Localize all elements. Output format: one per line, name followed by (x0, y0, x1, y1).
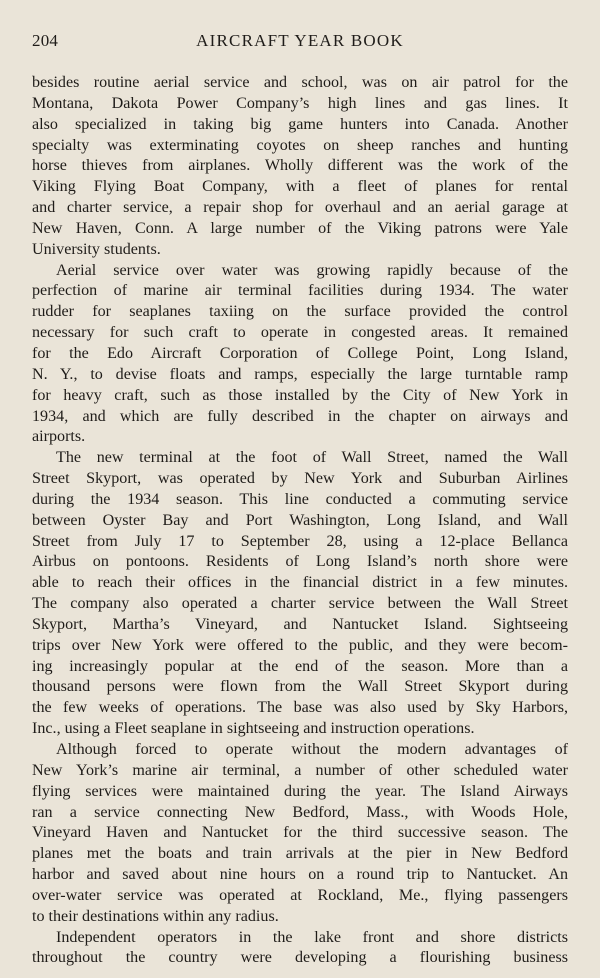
text-line: Street Skyport, was operated by New York and Suburban Airlines (32, 470, 568, 488)
text-line: The company also operated a charter service between the Wall Street (32, 595, 568, 613)
text-line: necessary for such craft to operate in congested areas. It remained (32, 324, 568, 342)
text-line: for the Edo Aircraft Corporation of College Point, Long Island, (32, 344, 568, 362)
text-line: Montana, Dakota Power Company’s high lines and gas lines. It (32, 94, 568, 112)
text-line: Airbus on pontoons. Residents of Long Island’s north shore were (32, 553, 568, 571)
text-line: Aerial service over water was growing rapidly because of the (56, 261, 568, 279)
text-line: Street from July 17 to September 28, using a 12-place Bellanca (32, 532, 568, 550)
body-text (32, 73, 568, 969)
text-line: and charter service, a repair shop for overhaul and an aerial garage at (32, 199, 568, 217)
text-line: Although forced to operate without the modern advantages of (56, 741, 568, 758)
page-header (32, 29, 568, 53)
text-line: throughout the country were developing a flourishing business (32, 949, 568, 967)
text-line: able to reach their offices in the financial district in a few minutes. (32, 574, 568, 592)
text-line: Viking Flying Boat Company, with a fleet of planes for rental (32, 178, 568, 196)
text-line: Skyport, Martha’s Vineyard, and Nantucket Island. Sightseeing (32, 615, 568, 633)
text-line: rudder for seaplanes taxiing on the surface provided the control (32, 303, 568, 321)
text-line: horse thieves from airplanes. Wholly different was the work of the (32, 157, 568, 175)
text-line: over-water service was operated at Rockland, Me., flying passengers (32, 886, 568, 904)
text-line: New Haven, Conn. A large number of the Viking patrons were Yale (32, 219, 568, 237)
text-line: the few weeks of operations. The base was also used by Sky Harbors, (32, 699, 568, 717)
text-line: besides routine aerial service and school, was on air patrol for the (32, 74, 568, 91)
text-line: ing increasingly popular at the end of the season. More than a (32, 657, 568, 675)
text-line: The new terminal at the foot of Wall Street, named the Wall (56, 449, 568, 467)
text-line: University students. (32, 240, 161, 258)
text-line: New York’s marine air terminal, a number of other scheduled water (32, 761, 568, 779)
text-line: also specialized in taking big game hunters into Canada. Another (32, 115, 568, 133)
text-line: Inc., using a Fleet seaplane in sightseeing and instruction operations. (32, 720, 475, 738)
text-line: specialty was exterminating coyotes on sheep ranches and hunting (32, 136, 568, 154)
text-line: planes met the boats and train arrivals at the pier in New Bedford (32, 845, 568, 863)
text-line: Independent operators in the lake front and shore districts (56, 928, 568, 946)
text-line: between Oyster Bay and Port Washington, Long Island, and Wall (32, 511, 568, 529)
text-line: harbor and saved about nine hours on a round trip to Nantucket. An (32, 866, 568, 884)
text-line: airports. (32, 428, 86, 446)
text-line: thousand persons were flown from the Wall Street Skyport during (32, 678, 568, 696)
page-number: 204 (32, 31, 59, 50)
text-line: N. Y., to devise floats and ramps, especially the large turntable ramp (32, 365, 568, 383)
text-line: perfection of marine air terminal facilities during 1934. The water (32, 282, 568, 300)
text-line: trips over New York were offered to the public, and they were becom- (32, 636, 568, 654)
running-head: AIRCRAFT YEAR BOOK (196, 31, 404, 50)
text-line: 1934, and which are fully described in the chapter on airways and (32, 407, 568, 425)
text-line: during the 1934 season. This line conducted a commuting service (32, 490, 568, 508)
text-line: for heavy craft, such as those installed by the City of New York in (32, 386, 568, 404)
text-line: to their destinations within any radius. (32, 907, 279, 925)
text-line: ran a service connecting New Bedford, Mass., with Woods Hole, (32, 803, 568, 821)
text-line: flying services were maintained during the year. The Island Airways (32, 782, 568, 800)
text-line: Vineyard Haven and Nantucket for the third successive season. The (32, 824, 568, 842)
